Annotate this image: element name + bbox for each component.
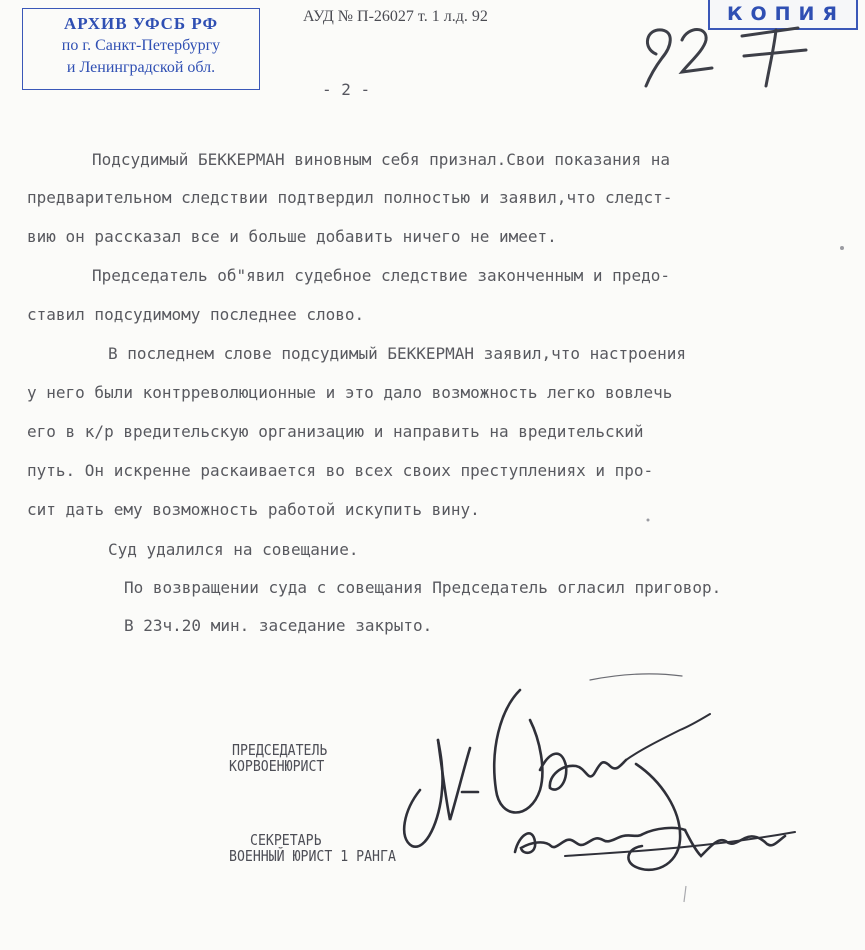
- body-line: Председатель об"явил судебное следствие законченным и предо-: [92, 266, 670, 285]
- chair-title-line1: ПРЕДСЕДАТЕЛЬ: [232, 741, 328, 759]
- copy-stamp: КОПИЯ: [708, 0, 858, 30]
- secretary-title-line1: СЕКРЕТАРЬ: [250, 831, 322, 849]
- body-line: Суд удалился на совещание.: [108, 540, 359, 559]
- archive-stamp-line3: и Ленинградской обл.: [66, 59, 216, 76]
- body-line: ставил подсудимому последнее слово.: [27, 305, 365, 324]
- case-reference: АУД № П-26027 т. 1 л.д. 92: [303, 8, 488, 25]
- body-line: его в к/р вредительскую организацию и направить на вредительский: [27, 422, 644, 441]
- page-number: - 2 -: [322, 80, 371, 99]
- body-line: сит дать ему возможность работой искупить вину.: [27, 500, 480, 519]
- secretary-title-line2: ВОЕННЫЙ ЮРИСТ 1 РАНГА: [229, 847, 396, 865]
- body-line: Подсудимый БЕККЕРМАН виновным себя признал.Свои показания на: [92, 150, 670, 169]
- body-line: В 23ч.20 мин. заседание закрыто.: [124, 616, 433, 635]
- chair-title-line2: КОРВОЕНЮРИСТ: [229, 757, 325, 775]
- body-line: По возвращении суда с совещания Председатель огласил приговор.: [124, 578, 722, 597]
- archive-stamp-line1: АРХИВ УФСБ РФ: [63, 14, 219, 33]
- body-line: вию он рассказал все и больше добавить ничего не имеет.: [27, 227, 557, 246]
- body-line: у него были контрреволюционные и это дало возможность легко вовлечь: [27, 383, 673, 402]
- archive-stamp-line2: по г. Санкт-Петербургу: [61, 37, 221, 54]
- body-line: путь. Он искренне раскаивается во всех своих преступлениях и про-: [27, 461, 654, 480]
- body-line: предварительном следствии подтвердил полностью и заявил,что следст-: [27, 188, 673, 207]
- body-line: В последнем слове подсудимый БЕККЕРМАН заявил,что настроения: [108, 344, 686, 363]
